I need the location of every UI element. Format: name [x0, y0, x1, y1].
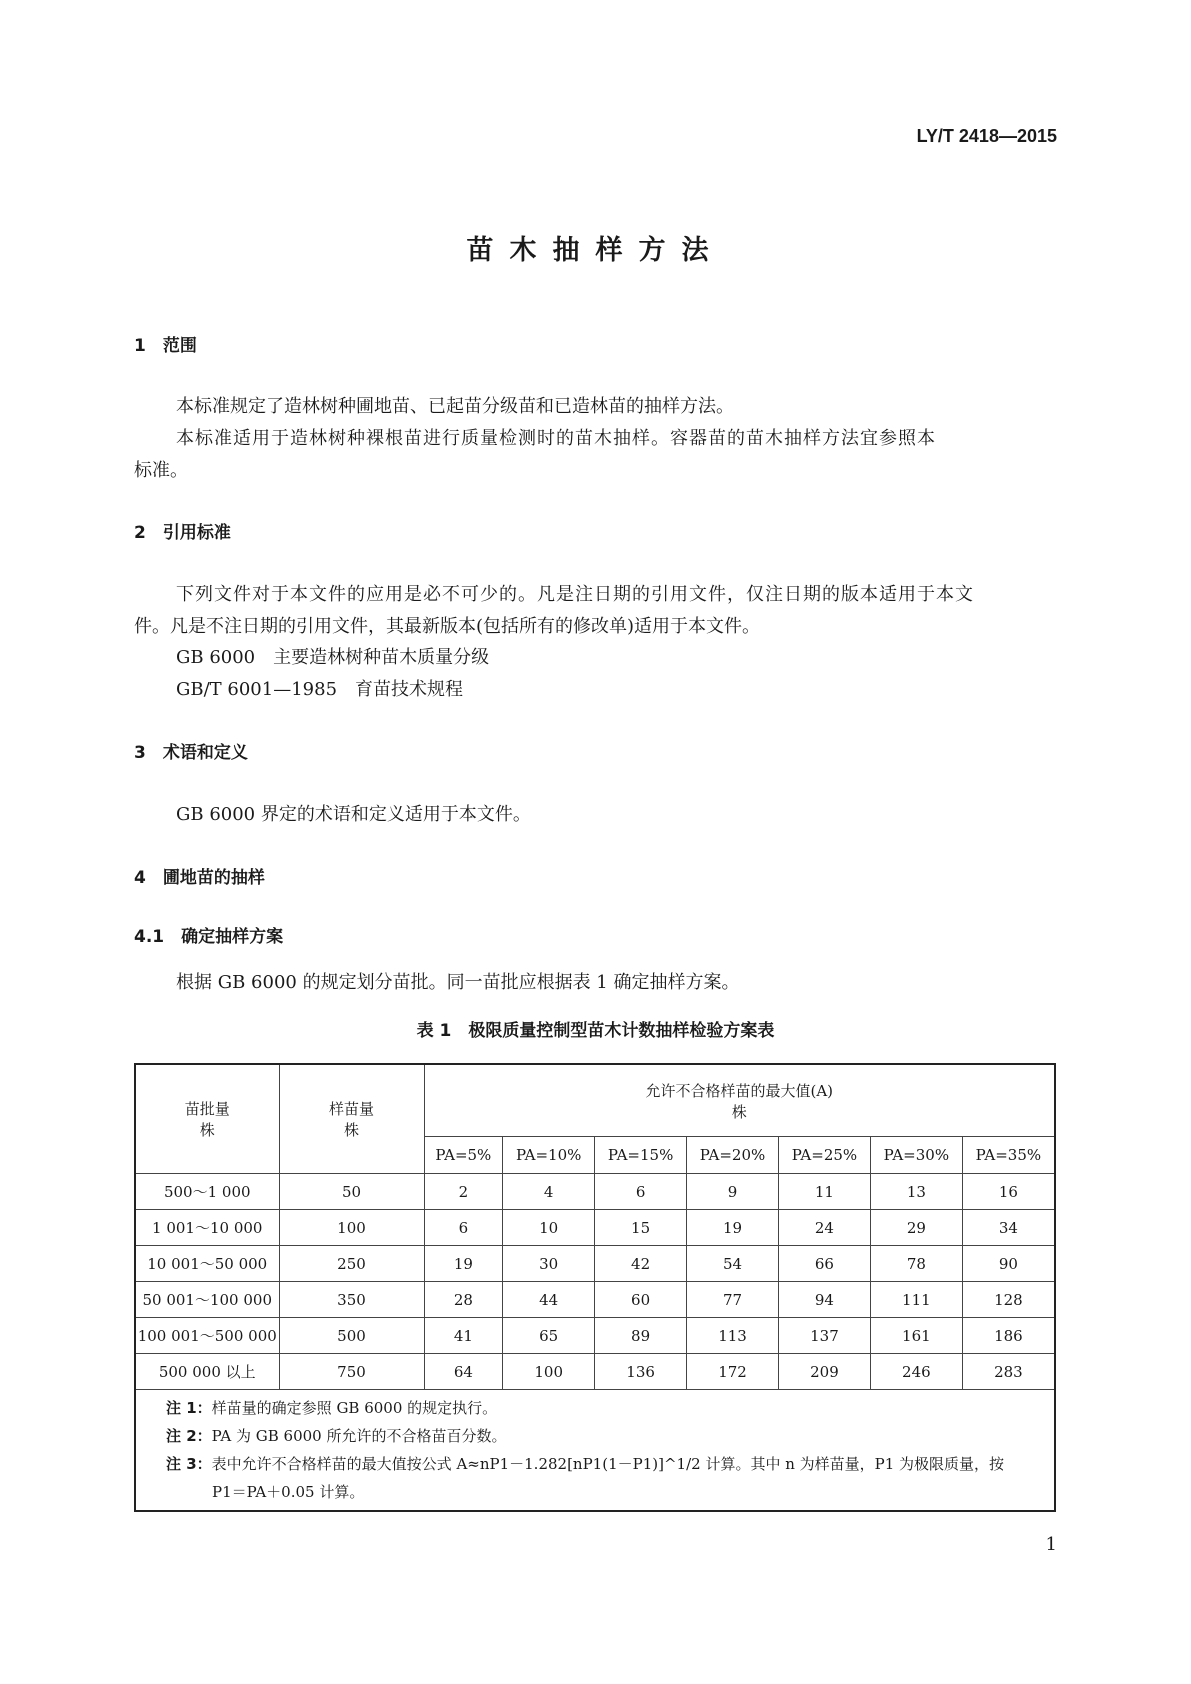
table-cell: 30: [503, 1246, 595, 1282]
table-row: [135, 1246, 1055, 1282]
header-pa: PA=15%: [595, 1137, 687, 1174]
table-cell: 60: [595, 1282, 687, 1318]
section-1-heading: 1 范围: [134, 336, 197, 356]
table-cell: 111: [870, 1282, 962, 1318]
table-cell: 11: [778, 1174, 870, 1210]
table-cell: 500～1 000: [135, 1174, 279, 1210]
table-cell: 28: [424, 1282, 503, 1318]
table-cell: 128: [962, 1282, 1055, 1318]
document-title: 苗木抽样方法: [466, 235, 725, 266]
table-cell: 100: [503, 1354, 595, 1390]
table-cell: 350: [279, 1282, 424, 1318]
table-cell: 10: [503, 1210, 595, 1246]
table-cell: 50: [279, 1174, 424, 1210]
table-cell: 65: [503, 1318, 595, 1354]
table-cell: 54: [687, 1246, 779, 1282]
paragraph: 下列文件对于本文件的应用是必不可少的。凡是注日期的引用文件，仅注日期的版本适用于本文: [176, 584, 974, 605]
header-pa: PA=5%: [424, 1137, 503, 1174]
table-cell: 66: [778, 1246, 870, 1282]
table-cell: 64: [424, 1354, 503, 1390]
table-cell: 29: [870, 1210, 962, 1246]
header-max: 允许不合格样苗的最大值(A) 株: [424, 1064, 1055, 1137]
note-1: 注 1：样苗量的确定参照 GB 6000 的规定执行。: [166, 1399, 498, 1417]
paragraph: 标准。: [134, 460, 188, 481]
table-cell: 41: [424, 1318, 503, 1354]
note-3: 注 3：表中允许不合格样苗的最大值按公式 A≈nP1－1.282[nP1(1－P1)]^1/2 计算。其中 n 为样苗量，P1 为极限质量，按 P1＝PA＋0.05 计算。: [166, 1455, 1005, 1501]
header-batch: 苗批量 株: [135, 1064, 279, 1174]
standard-code: LY/T 2418—2015: [916, 126, 1057, 146]
table-cell: 113: [687, 1318, 779, 1354]
reference-item: GB 6000 主要造林树种苗木质量分级: [176, 647, 490, 668]
table-row: [135, 1318, 1055, 1354]
table-row: [135, 1354, 1055, 1390]
table-cell: 44: [503, 1282, 595, 1318]
table-cell: 42: [595, 1246, 687, 1282]
paragraph: GB 6000 界定的术语和定义适用于本文件。: [176, 804, 531, 825]
paragraph: 本标准适用于造林树种裸根苗进行质量检测时的苗木抽样。容器苗的苗木抽样方法宜参照本: [176, 428, 936, 449]
header-pa: PA=30%: [870, 1137, 962, 1174]
page-number: 1: [1045, 1534, 1057, 1555]
table-cell: 6: [424, 1210, 503, 1246]
subsection-heading: 4.1 确定抽样方案: [134, 927, 284, 947]
section-2-heading: 2 引用标准: [134, 523, 231, 543]
table-cell: 19: [424, 1246, 503, 1282]
table-cell: 9: [687, 1174, 779, 1210]
paragraph: 件。凡是不注日期的引用文件，其最新版本(包括所有的修改单)适用于本文件。: [134, 616, 761, 637]
table-cell: 77: [687, 1282, 779, 1318]
table-cell: 209: [778, 1354, 870, 1390]
table-cell: 15: [595, 1210, 687, 1246]
table-cell: 19: [687, 1210, 779, 1246]
table-cell: 1 001～10 000: [135, 1210, 279, 1246]
table-cell: 24: [778, 1210, 870, 1246]
table-cell: 100 001～500 000: [135, 1318, 279, 1354]
table-row: [135, 1174, 1055, 1210]
table-cell: 137: [778, 1318, 870, 1354]
table-cell: 94: [778, 1282, 870, 1318]
table-cell: 161: [870, 1318, 962, 1354]
table-cell: 186: [962, 1318, 1055, 1354]
table-cell: 6: [595, 1174, 687, 1210]
header-pa: PA=35%: [962, 1137, 1055, 1174]
header-pa: PA=10%: [503, 1137, 595, 1174]
table-cell: 136: [595, 1354, 687, 1390]
paragraph: 根据 GB 6000 的规定划分苗批。同一苗批应根据表 1 确定抽样方案。: [176, 972, 740, 993]
table-cell: 89: [595, 1318, 687, 1354]
table-cell: 283: [962, 1354, 1055, 1390]
table-row: [135, 1282, 1055, 1318]
note-2: 注 2：PA 为 GB 6000 所允许的不合格苗百分数。: [166, 1427, 507, 1445]
header-pa: PA=25%: [778, 1137, 870, 1174]
header-pa: PA=20%: [687, 1137, 779, 1174]
reference-item: GB/T 6001—1985 育苗技术规程: [176, 679, 464, 700]
table-cell: 2: [424, 1174, 503, 1210]
table-cell: 78: [870, 1246, 962, 1282]
section-4-heading: 4 圃地苗的抽样: [134, 868, 265, 888]
table-cell: 10 001～50 000: [135, 1246, 279, 1282]
paragraph: 本标准规定了造林树种圃地苗、已起苗分级苗和已造林苗的抽样方法。: [176, 396, 734, 417]
table-cell: 34: [962, 1210, 1055, 1246]
table-caption: 表 1 极限质量控制型苗木计数抽样检验方案表: [416, 1021, 775, 1041]
table-cell: 90: [962, 1246, 1055, 1282]
sampling-table: [134, 1063, 1056, 1512]
section-3-heading: 3 术语和定义: [134, 743, 248, 763]
table-cell: 172: [687, 1354, 779, 1390]
table-notes: [135, 1390, 1055, 1512]
table-cell: 16: [962, 1174, 1055, 1210]
table-cell: 250: [279, 1246, 424, 1282]
table-row: [135, 1210, 1055, 1246]
table-cell: 4: [503, 1174, 595, 1210]
table-cell: 100: [279, 1210, 424, 1246]
header-sample: 样苗量 株: [279, 1064, 424, 1174]
table-header-row: [135, 1064, 1055, 1137]
table-cell: 500 000 以上: [135, 1354, 279, 1390]
table-cell: 750: [279, 1354, 424, 1390]
table-cell: 13: [870, 1174, 962, 1210]
table-cell: 246: [870, 1354, 962, 1390]
table-cell: 50 001～100 000: [135, 1282, 279, 1318]
table-cell: 500: [279, 1318, 424, 1354]
